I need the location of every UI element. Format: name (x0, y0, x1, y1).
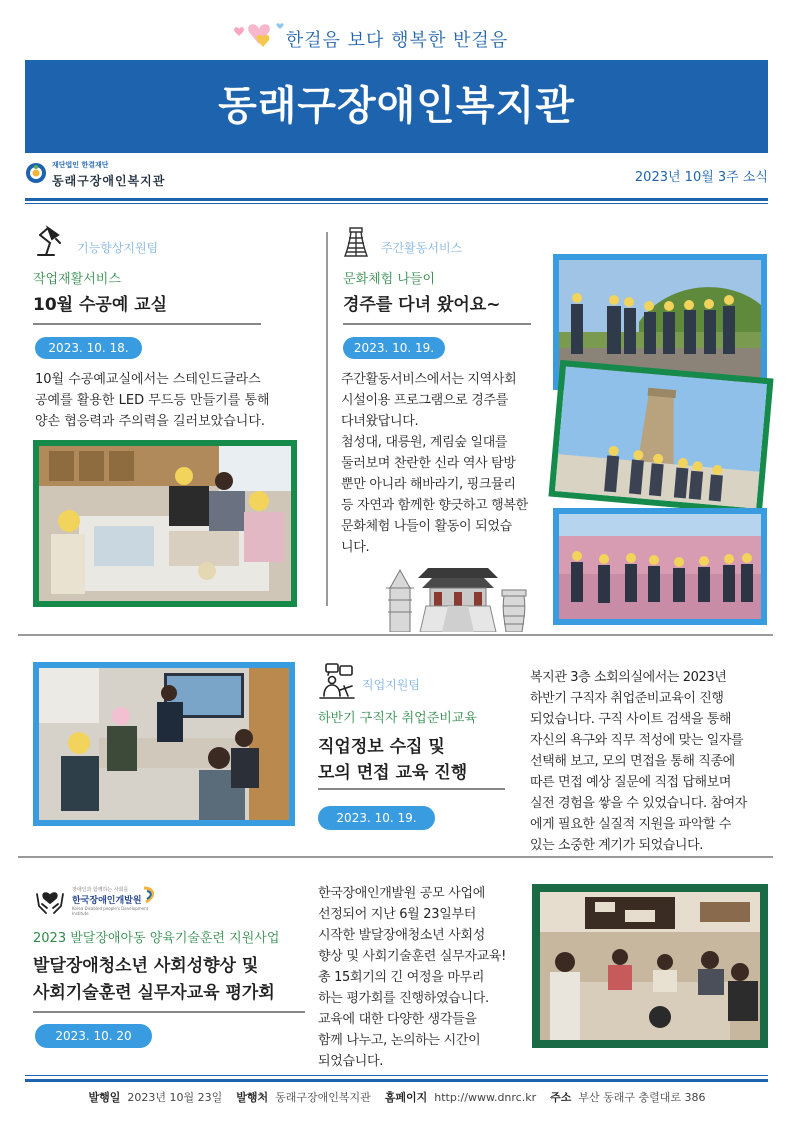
team-label: 기능향상지원팀 (77, 241, 159, 255)
body-line: 뿐만 아니라 해바라기, 핑크뮬리 (341, 477, 516, 492)
desk-lamp-icon (34, 225, 70, 257)
body-line: 되었습니다. 구직 사이트 검색을 통해 (530, 712, 732, 727)
trip-photo-cheomseongdae (548, 360, 773, 515)
footer-homepage-label: 홈페이지 (384, 1091, 428, 1104)
observatory-icon (341, 226, 371, 258)
job-training-photo (33, 662, 295, 826)
footer-rule-thin (25, 1075, 768, 1076)
section-divider (18, 856, 773, 858)
footer-issued-label: 발행일 (88, 1091, 121, 1104)
team-label: 주간활동서비스 (381, 241, 463, 255)
body-line: 한국장애인개발원 공모 사업에 (318, 886, 486, 901)
body-line: 교육에 대한 다양한 생각들을 (318, 1012, 477, 1027)
date-badge: 2023. 10. 20 (35, 1024, 152, 1048)
body-line: 10월 수공예교실에서는 스테인드글라스 (35, 372, 261, 387)
body-line: 실전 경험을 쌓을 수 있었습니다. 참여자 (530, 796, 747, 811)
footer-address-label: 주소 (550, 1091, 572, 1104)
body-line: 있는 소중한 계기가 되었습니다. (530, 838, 703, 853)
partner-logo (72, 886, 152, 916)
hands-heart-icon (34, 884, 66, 916)
article-headline: 10월 수공예 교실 (33, 295, 168, 315)
category-label: 문화체험 나들이 (343, 272, 436, 287)
body-line: 에게 필요한 실질적 지원을 파악할 수 (530, 817, 732, 832)
footer-homepage-link[interactable]: http://www.dnrc.kr (434, 1091, 537, 1104)
body-line: 첨성대, 대릉원, 계림숲 일대를 (341, 435, 508, 450)
body-line: 복지관 3층 소회의실에서는 2023년 (530, 670, 727, 685)
body-line: 따른 면접 예상 질문에 직접 답해보며 (530, 775, 732, 790)
headline-line: 직업정보 수집 및 (318, 737, 445, 757)
body-line: 등 자연과 함께한 향긋하고 행복한 (341, 498, 528, 513)
headline-rule (343, 323, 531, 325)
headline-line: 사회기술훈련 실무자교육 평가회 (33, 983, 275, 1003)
body-line: 선택해 보고, 모의 면접을 통해 직종에 (530, 754, 735, 769)
body-line: 양손 협응력과 주의력을 길러보았습니다. (35, 414, 266, 429)
footer (0, 1089, 794, 1105)
footer-rule (25, 1079, 768, 1082)
body-line: 함께 나누고, 논의하는 시간이 (318, 1033, 481, 1048)
evaluation-meeting-photo (532, 884, 768, 1048)
body-line: 주간활동서비스에서는 지역사회 (341, 372, 517, 387)
partner-logo-name: 한국장애인개발원 (72, 896, 142, 906)
interview-icon (318, 662, 356, 700)
header-rule (25, 198, 768, 201)
logo-foundation: 재단법인 한결재단 (52, 161, 109, 169)
body-line: 시설이용 프로그램으로 경주를 (341, 393, 509, 408)
header-rule-thin (25, 203, 768, 204)
trip-photo-pink-muhly (553, 508, 767, 625)
body-line: 하는 평가회를 진행하였습니다. (318, 991, 489, 1006)
date-badge: 2023. 10. 19. (318, 806, 435, 830)
body-line: 문화체험 나들이 활동이 되었습 (341, 519, 512, 534)
body-line: 하반기 구직자 취업준비교육이 진행 (530, 691, 724, 706)
body-line: 둘러보며 찬란한 신라 역사 탐방 (341, 456, 516, 471)
team-label: 직업지원팀 (362, 678, 420, 692)
body-line: 자신의 욕구와 직무 적성에 맞는 일자를 (530, 733, 744, 748)
headline-rule (33, 323, 261, 325)
headline-rule (318, 788, 505, 790)
category-label: 작업재활서비스 (33, 272, 121, 287)
body-line: 시작한 발달장애청소년 사회성 (318, 928, 486, 943)
body-line: 향상 및 사회기술훈련 실무자교육! (318, 949, 507, 964)
body-line: 다녀왔답니다. (341, 414, 419, 429)
article-body (318, 883, 523, 1072)
issue-label: 2023년 10월 3주 소식 (634, 170, 768, 185)
article-headline (318, 734, 467, 786)
footer-publisher-label: 발행처 (236, 1091, 269, 1104)
partner-logo-slogan: 장애인과 함께하는 사회를 (72, 887, 129, 893)
date-badge: 2023. 10. 18. (35, 337, 142, 359)
column-divider (326, 232, 328, 606)
organization-logo-icon (25, 162, 47, 184)
category-label: 하반기 구직자 취업준비교육 (318, 711, 477, 726)
article-body (35, 369, 305, 432)
date-badge: 2023. 10. 19. (343, 337, 445, 359)
footer-address: 부산 동래구 충렬대로 386 (578, 1091, 706, 1104)
footer-issued: 2023년 10월 23일 (127, 1091, 223, 1104)
headline-line: 발달장애청소년 사회성향상 및 (33, 956, 259, 976)
partner-logo-english: Korea Disabled people's Development Institute (72, 906, 149, 916)
body-line: 공예를 활용한 LED 무드등 만들기를 통해 (35, 393, 270, 408)
article-body (341, 369, 541, 558)
craft-class-photo (33, 440, 297, 607)
article-body (530, 667, 770, 856)
section-divider (18, 634, 773, 636)
body-line: 니다. (341, 540, 370, 555)
headline-rule (33, 1011, 305, 1013)
footer-publisher: 동래구장애인복지관 (275, 1091, 371, 1104)
article-headline: 경주를 다녀 왔어요~ (343, 295, 501, 315)
logo-name: 동래구장애인복지관 (52, 174, 166, 188)
body-line: 되었습니다. (318, 1054, 384, 1069)
tagline: 한걸음 보다 행복한 반걸음 (285, 30, 509, 51)
article-headline (33, 953, 275, 1007)
korean-heritage-illustration (378, 548, 538, 632)
newsletter-title: 동래구장애인복지관 (218, 83, 575, 129)
body-line: 선정되어 지난 6월 23일부터 (318, 907, 476, 922)
partner-logo-mark-icon (142, 886, 156, 904)
headline-line: 모의 면접 교육 진행 (318, 763, 468, 783)
body-line: 총 15회기의 긴 여정을 마무리 (318, 970, 485, 985)
category-label: 2023 발달장애아동 양육기술훈련 지원사업 (33, 931, 280, 946)
